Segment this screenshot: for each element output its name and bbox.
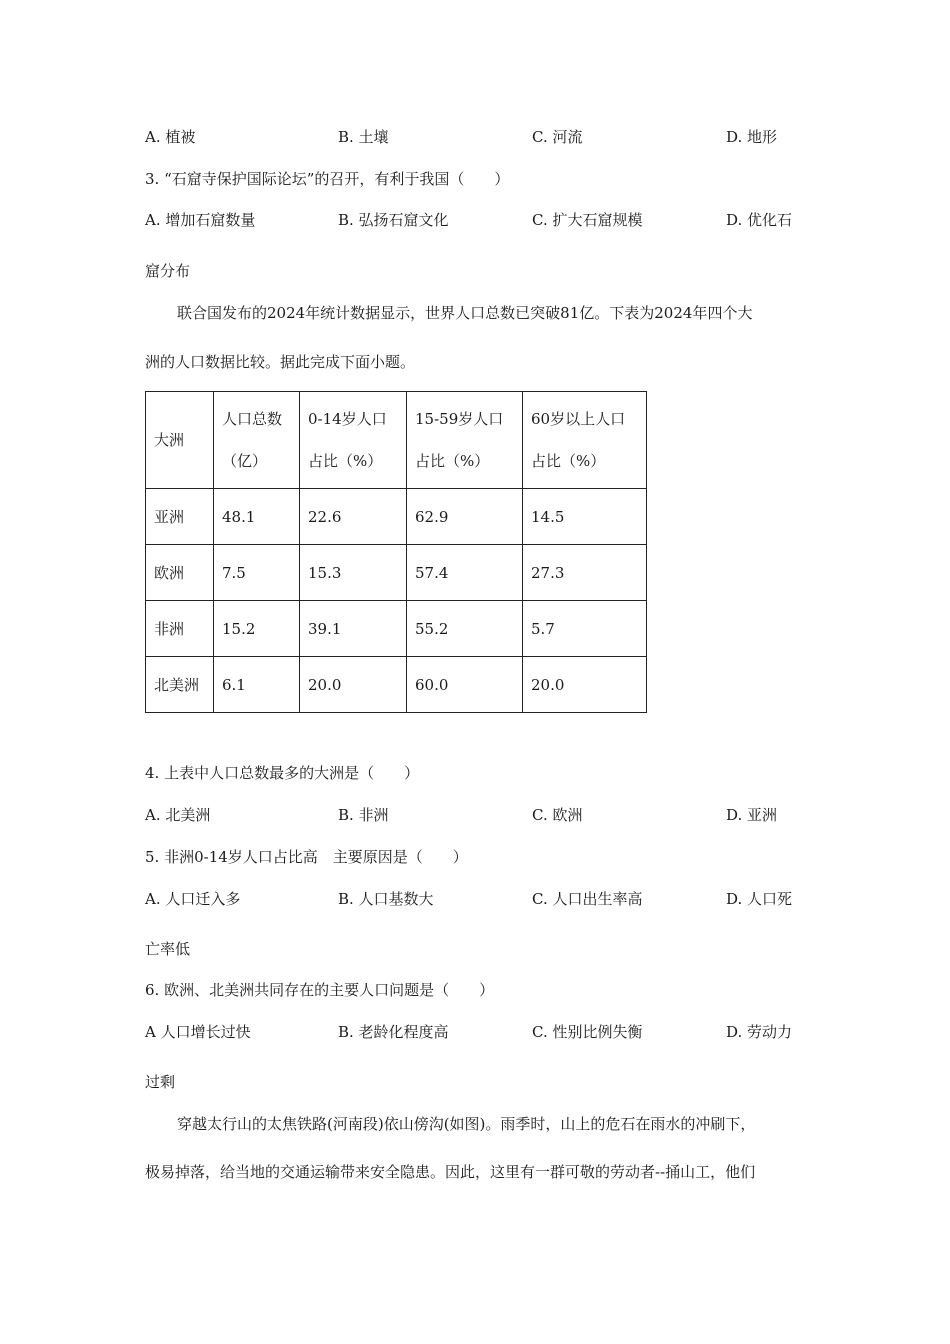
header-continent-label: 大洲 — [154, 431, 185, 449]
q4-option-b: B. 非洲 — [338, 806, 389, 824]
table-cell: 62.9 — [407, 489, 523, 545]
q6-option-d: D. 劳动力 — [726, 1023, 793, 1041]
passage-line-2: 极易掉落，给当地的交通运输带来安全隐患。因此，这里有一群可敬的劳动者--捅山工，他们 — [145, 1163, 756, 1181]
q4-options — [145, 805, 825, 825]
q4-stem: 4. 上表中人口总数最多的大洲是（ ） — [145, 764, 420, 782]
table-cell: 15.3 — [300, 545, 407, 601]
q5-option-c: C. 人口出生率高 — [532, 890, 643, 908]
header-age-0-14 — [300, 392, 407, 489]
q6-stem: 6. 欧洲、北美洲共同存在的主要人口问题是（ ） — [145, 981, 495, 999]
header-total-line-1: 人口总数 — [222, 410, 283, 428]
q4-option-a: A. 北美洲 — [145, 806, 211, 824]
q3-options — [145, 210, 825, 230]
q3-option-d: D. 优化石 — [726, 211, 793, 229]
q2-option-a: A. 植被 — [145, 128, 196, 146]
q5-option-d-wrap: 亡率低 — [145, 940, 191, 958]
q6-option-d-wrap: 过剩 — [145, 1073, 176, 1091]
q4-option-c: C. 欧洲 — [532, 806, 583, 824]
q2-option-b: B. 土壤 — [338, 128, 389, 146]
q5-stem: 5. 非洲0-14岁人口占比高 主要原因是（ ） — [145, 848, 468, 866]
header-age-0-14-line-1: 0-14岁人口 — [308, 410, 387, 428]
intro-line-1: 联合国发布的2024年统计数据显示，世界人口总数已突破81亿。下表为2024年四个大 — [177, 304, 753, 322]
table-cell: 20.0 — [300, 657, 407, 713]
q5-options — [145, 889, 825, 909]
table-cell: 55.2 — [407, 601, 523, 657]
table-row — [146, 545, 647, 601]
header-total-line-2: （亿） — [222, 452, 268, 470]
table-cell: 非洲 — [146, 601, 214, 657]
table-cell: 7.5 — [214, 545, 300, 601]
q2-option-d: D. 地形 — [726, 128, 778, 146]
table-cell: 15.2 — [214, 601, 300, 657]
header-total-population — [214, 392, 300, 489]
header-age-0-14-line-2: 占比（%） — [308, 452, 383, 470]
q6-option-a: A 人口增长过快 — [145, 1023, 251, 1041]
table-row — [146, 489, 647, 545]
q2-options — [145, 127, 825, 147]
intro-line-2: 洲的人口数据比较。据此完成下面小题。 — [145, 353, 416, 371]
q4-option-d: D. 亚洲 — [726, 806, 778, 824]
table-cell: 亚洲 — [146, 489, 214, 545]
q3-option-b: B. 弘扬石窟文化 — [338, 211, 449, 229]
table-cell: 14.5 — [523, 489, 647, 545]
population-table — [145, 391, 647, 713]
table-cell: 39.1 — [300, 601, 407, 657]
passage-line-1: 穿越太行山的太焦铁路(河南段)依山傍沟(如图)。雨季时，山上的危石在雨水的冲刷下， — [177, 1115, 756, 1133]
header-continent — [146, 392, 214, 489]
table-cell: 27.3 — [523, 545, 647, 601]
q3-option-a: A. 增加石窟数量 — [145, 211, 256, 229]
q2-option-c: C. 河流 — [532, 128, 583, 146]
table-header-row — [146, 392, 647, 489]
table-row — [146, 601, 647, 657]
header-age-60-plus — [523, 392, 647, 489]
table-row — [146, 657, 647, 713]
table-cell: 60.0 — [407, 657, 523, 713]
header-age-15-59 — [407, 392, 523, 489]
q6-option-c: C. 性别比例失衡 — [532, 1023, 643, 1041]
table-cell: 22.6 — [300, 489, 407, 545]
table-cell: 北美洲 — [146, 657, 214, 713]
header-age-15-59-line-2: 占比（%） — [415, 452, 490, 470]
q3-stem: 3. “石窟寺保护国际论坛”的召开，有利于我国（ ） — [145, 170, 510, 188]
header-age-60-plus-line-2: 占比（%） — [531, 452, 606, 470]
table-cell: 20.0 — [523, 657, 647, 713]
header-age-15-59-line-1: 15-59岁人口 — [415, 410, 504, 428]
q5-option-d: D. 人口死 — [726, 890, 793, 908]
q3-option-c: C. 扩大石窟规模 — [532, 211, 643, 229]
q3-option-d-wrap: 窟分布 — [145, 262, 191, 280]
q6-options — [145, 1022, 825, 1042]
table-cell: 48.1 — [214, 489, 300, 545]
q5-option-b: B. 人口基数大 — [338, 890, 434, 908]
table-cell: 5.7 — [523, 601, 647, 657]
table-cell: 6.1 — [214, 657, 300, 713]
q5-option-a: A. 人口迁入多 — [145, 890, 241, 908]
table-cell: 欧洲 — [146, 545, 214, 601]
q6-option-b: B. 老龄化程度高 — [338, 1023, 449, 1041]
header-age-60-plus-line-1: 60岁以上人口 — [531, 410, 626, 428]
table-cell: 57.4 — [407, 545, 523, 601]
